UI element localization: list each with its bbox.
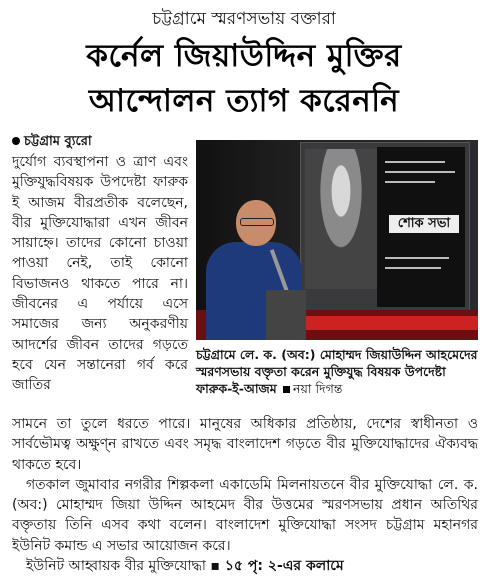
paragraph-3-text: ইউনিট আহ্বায়ক বীর মুক্তিযোদ্ধা bbox=[26, 558, 206, 575]
article-photo bbox=[196, 140, 478, 340]
square-bullet-icon bbox=[283, 386, 290, 393]
headline-line-1: কর্নেল জিয়াউদ্দিন মুক্তির bbox=[86, 38, 402, 74]
column-text: দুর্যোগ ব্যবস্থাপনা ও ত্রাণ এবং মুক্তিযুদ্ধবিষয়ক উপদেষ্টা ফারুক ই আজম বীরপ্রতীক বলেছেন, বীর মুক্তিযোদ্ধারা এখন জীবন সায়াহ্নে। তাদের কোনো চাওয়া পাওয়া নেই, তাই কোনো বিভাজনও থাকতে পারে না। জীবনের এ পর্যায়ে এসে সমাজের জন্য অনুকরণীয় আদর্শের জীবন তাদের গড়তে হবে যেন সন্তানেরা গর্ব করে জাতির bbox=[12, 154, 188, 394]
headline-line-2: আন্দোলন ত্যাগ করেননি bbox=[88, 83, 400, 119]
body-paragraph-1: সামনে তা তুলে ধরতে পারে। মানুষের অধিকার প্রতিষ্ঠায়, দেশের স্বাধীনতা ও সার্বভৌমত্ব অক্ষুণ্ন রাখতে এবং সমৃদ্ধ বাংলাদেশ গড়তে বীর মুক্তিযোদ্ধাদের ঐক্যবদ্ধ থাকতে হবে। bbox=[12, 416, 478, 473]
article-column bbox=[12, 152, 188, 396]
photo-credit: নয়া দিগন্ত bbox=[293, 381, 343, 396]
memorial-banner bbox=[300, 142, 470, 312]
caption-text: চট্টগ্রামে লে. ক. (অব:) মোহাম্মদ জিয়াউদ্দিন আহমেদের স্মরণসভায় বক্তৃতা করেন মুক্তিযুদ্ধ বিষয়ক উপদেষ্টা ফারুক-ই-আজম bbox=[196, 347, 478, 396]
banner-title: শোক সভা bbox=[389, 215, 459, 233]
bullet-icon bbox=[12, 137, 20, 145]
article-body bbox=[12, 414, 478, 576]
photo-caption bbox=[196, 346, 478, 397]
byline bbox=[12, 134, 92, 150]
kicker: চট্টগ্রামে স্মরণসভায় বক্তারা bbox=[152, 9, 336, 29]
portrait-image bbox=[305, 149, 377, 289]
jump-marker: ▪ ১৫ পৃ: ২-এর কলামে bbox=[210, 558, 344, 575]
jump-text: ১৫ পৃ: ২-এর কলামে bbox=[224, 558, 344, 575]
body-paragraph-3 bbox=[12, 556, 478, 576]
byline-text: চট্টগ্রাম ব্যুরো bbox=[24, 134, 92, 149]
body-paragraph-2: গতকাল জুমাবার নগরীর শিল্পকলা একাডেমি মিলনায়তনে বীর মুক্তিযোদ্ধা লে. ক. (অব:) মোহাম্মদ জিয়া উদ্দিন আহমেদ বীর উত্তমের স্মরণসভায় প্রধান অতিথির বক্তৃতায় তিনি এসব কথা বলেন। বাংলাদেশ মুক্তিযোদ্ধা সংসদ চট্টগ্রাম মহানগর ইউনিট কমান্ড এ সভার আয়োজন করে। bbox=[12, 476, 478, 554]
